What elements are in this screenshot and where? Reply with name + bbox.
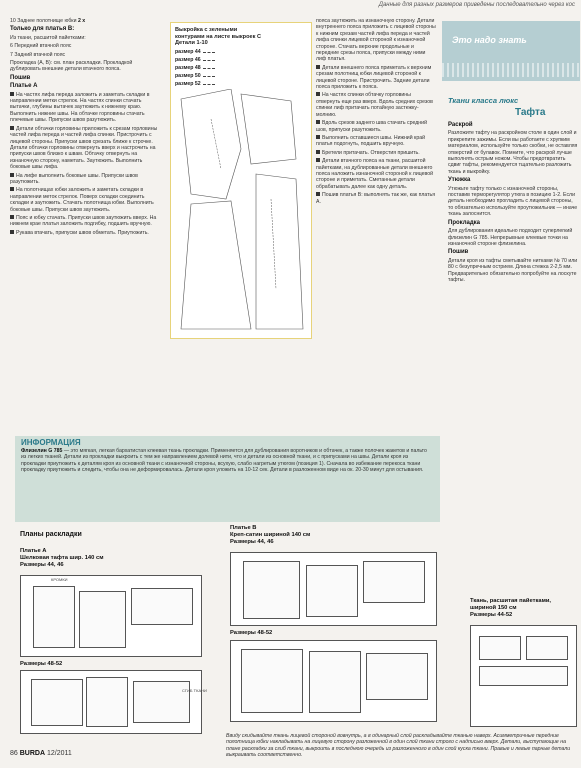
col1-part7: 7 Задний втачной пояс: [10, 51, 66, 58]
cut-text: Разложите тафту на раскройном столе в один слой и прикрепите зажимы. Если вы работаете с хрупким материалом, используйте только скобки, не оставляя отверстий от булавок. Помните, что раскрой лучше выполнять острым ножом. Чтобы предотвратить сдвиг тафты, рекомендуется тщательно разложить ткань и выкройку.: [448, 130, 578, 175]
col1-sewing-heading: Пошив: [10, 74, 31, 81]
col1-body2: Детали обтачки горловины приложить к срезам горловины частей лифа переда и частей лифа спинки. Пристрочить с лицевой стороны. Припуски швов срезать ближе к строчке. Детали обтачки горловины отвернуть вверх и настрочить на припуски швов близко к швам. Обтачку отвернуть на изнаночную сторону, наметать. Заутюжить. Выполнить боковые швы лифа.: [10, 125, 158, 171]
size-legend-48: размер 48: [175, 65, 201, 71]
right-main-title: Тафта: [515, 107, 546, 118]
col1-line1: 10 Заднее полотнище юбки: [10, 18, 77, 24]
col2-body8: Пошив платья В: выполнять так же, как платья А.: [316, 192, 436, 205]
col1-body5: Пояс и юбку стачать. Припуски швов заутюжить вверх. На нижнем крае платья заложить подгибку, подшить вручную.: [10, 214, 157, 228]
pattern-piece: [86, 677, 128, 727]
bullet-icon: [316, 135, 320, 139]
layout-a-large: [20, 670, 202, 734]
pattern-pieces-drawing: [171, 89, 311, 339]
bullet-icon: [10, 187, 14, 191]
bullet-icon: [316, 65, 320, 69]
layout-c-caption: Ткань, расшитая пайетками, шириной 150 см Размеры 44-52: [470, 598, 552, 618]
bullet-icon: [10, 92, 14, 96]
page-number: 86: [10, 750, 18, 757]
layout-edge-label: КРОМКИ: [51, 577, 68, 582]
size-legend-50: размер 50: [175, 73, 201, 79]
pattern-piece: [31, 679, 83, 726]
bottom-note: Ввиду скидывайте ткань лицевой стороной вовнутрь, а в одинарный слой раскладывайте тканью наверх. Асимметричные передние полотнища юбки накладывать на лицевую сторону разложенной в один слой ткани строго с надписью вверх. Детали, выступающие на плане раскладки за сгиб ткани, выкроить в последнюю очередь из разложенного в один слой куска ткани. Правые и левые парные детали выкраивать соответственно.: [226, 733, 571, 759]
col1-body3: На лифе выполнить боковые швы. Припуски швов разутюжить.: [10, 172, 138, 185]
layout-a-caption-2: Размеры 48-52: [20, 661, 63, 667]
header-note: Данные для разных размеров приведены последовательно через кос: [378, 2, 575, 8]
bullet-icon: [316, 192, 320, 196]
size-legend-44: размер 44: [175, 49, 201, 55]
padding-heading: Прокладка: [448, 219, 481, 226]
cut-heading: Раскрой: [448, 122, 473, 128]
tip-banner-pattern: [442, 63, 580, 77]
col2-body2: Детали внешнего пояса приметать к верхним срезам полотнищ юбки лицевой стороной к лицевой стороне. Пристрочить. Задние детали пояса приложить к пояса.: [316, 64, 432, 91]
text-column-2: [316, 18, 436, 207]
pattern-piece: [366, 653, 428, 700]
bullet-icon: [316, 120, 320, 124]
col2-body3: На частях спинки обтачку горловины отвернуть еще раз вверх. Вдоль средних срезов спинки лиф притачать потайную застежку-молнию.: [316, 92, 433, 118]
fold-label: СГИБ ТКАНИ: [182, 688, 207, 693]
sew-text: Детали кроя из тафты сметывайте нитками № 70 или 80 с безупречным острием. Длина стежка 2-2,5 мм. Предварительно обязательно попробуйте на лоскуте тафты.: [448, 257, 578, 283]
col2-body4: Вдоль срезов заднего шва стачать средний шов, припуски разутюжить.: [316, 120, 427, 133]
col2-body5: Выполнить оставшиеся швы. Нижний край платья подогнуть, подшить вручную.: [316, 134, 425, 148]
issue: 12/2011: [46, 750, 72, 757]
layout-b-large: [230, 640, 437, 722]
right-section-title: Ткани класса люкс: [448, 96, 519, 105]
size-legend-52: размер 52: [175, 81, 201, 87]
layout-b-caption-2: Размеры 48-52: [230, 630, 273, 636]
header-strip: [0, 0, 581, 14]
bullet-icon: [316, 92, 320, 96]
pattern-piece: [479, 636, 521, 660]
info-box: [15, 436, 440, 522]
pattern-box: [170, 22, 312, 339]
info-label: ИНФОРМАЦИЯ: [21, 438, 81, 447]
pattern-title-3: Детали 1-10: [175, 40, 208, 47]
info-text-bold: Флизелин G 785: [21, 448, 63, 454]
col1-padding: Прокладка (А, В): см. план раскладки. Прокладкой дублировать внешние детали втачного пояса.: [10, 60, 133, 73]
pattern-piece: [33, 586, 75, 648]
text-column-right: [448, 122, 578, 285]
pattern-piece: [241, 649, 303, 713]
pattern-piece: [309, 651, 361, 713]
brand: BURDA: [19, 750, 46, 757]
info-text: [21, 448, 433, 474]
pattern-title-1: Выкройка с зелеными: [175, 27, 238, 33]
pattern-piece: [306, 565, 358, 617]
col1-fabric: Из ткани, расшитой пайетками:: [10, 34, 86, 41]
iron-heading: Утюжка: [448, 177, 471, 184]
iron-text: Утюжьте тафту только с изнаночной стороны, поставив терморегулятор утюга в позицию 1-2. Если деталь необходимо прогладить с лицевой стороны, то обязательно используйте проутюжильник — иначе ткань залоснится.: [448, 185, 578, 218]
layout-c: [470, 625, 577, 727]
col2-body7: Детали втачного пояса на ткани, расшитой пайетками, на дублированные детали внешнего пояса наложить изнаночной стороной к лицевой стороне и приметать. Сметанные детали обрабатывать далее как одну деталь.: [316, 158, 433, 190]
bullet-icon: [10, 173, 14, 177]
layouts-title: Планы раскладки: [20, 531, 82, 538]
bullet-icon: [10, 215, 14, 219]
pattern-title-2: контурами на листе выкроек С: [175, 33, 262, 40]
pattern-piece: [243, 561, 300, 619]
pattern-box-title: [175, 27, 261, 47]
col1-body1: На частях лифа переда заложить и заметать складки в направлении метки стрелок. На частях спинки стачать вытачки, глубины вытачек заутюжить к нижнему краю. Выполнить нижние швы. На обтачке горловины стачать плечевые швы. Припуски швов разутюжить.: [10, 91, 150, 124]
pattern-piece: [131, 588, 193, 625]
tip-banner-title: Это надо знать: [452, 35, 527, 45]
pattern-piece: [79, 591, 126, 648]
col1-dress-a-heading: Платье А: [10, 83, 38, 90]
col2-body1: пояса заутюжить на изнаночную сторону. Детали внутреннего пояса приложить с лицевой стороны к нижним срезам частей лифа переда и частей лифа спинки лицевой стороной к изнаночной стороне. Стачать верхние продольные и передние срезы пояса, припуски между ними лиф платья.: [316, 18, 436, 63]
col1-only-b: Только для платья В:: [10, 26, 75, 33]
sew-heading: Пошив: [448, 249, 469, 256]
size-legend-46: размер 46: [175, 57, 201, 63]
footer: [10, 750, 72, 757]
layout-b-small: [230, 552, 437, 626]
info-text-body: — это мягкая, легкая бархатистая клеевая ткань прокладки. Применяется для дублирования воротников и обтачек, а также полочек жакетов и пальто из легких тканей. Детали из прокладки выкроить с тем же направлением долевой нити, что и детали из основной ткани, и с припусками на швы. Детали кроя из прокладки приутюжить к деталям кроя из основной ткани с изнаночной стороны, всухую, слабо нагретым утюгом (позиция 1). Сначала во избежание перекоса ткани прокладку приутюжить и следить, чтобы она не деформировалась. Детали кроя уложить на 10-12 сек. Детали в разложенном виде на ок. 20-30 минут для остывания.: [21, 448, 427, 474]
layout-a-caption: Платье А Шелковая тафта шир. 140 см Размеры 44, 46: [20, 548, 104, 568]
col1-line1b: 2 x: [77, 18, 86, 24]
padding-text: Для дублирования идеально подходит суперлегкий флизелин G 785. Непрерывные клеевые точки на изнаночной стороне флизелина.: [448, 228, 573, 247]
col1-body4: На полотнищах юбки заложить и заметать складки в направлении меток стрелок. Поверх складки соединить складки и заутюжить. Стачать полотнища юбки. Выполнить боковые швы. Припуски швов заутюжить.: [10, 187, 154, 213]
col1-part6: 6 Передний втачной пояс: [10, 43, 72, 50]
layout-b-caption: Платье В Креп-сатин шириной 140 см Размеры 44, 46: [230, 525, 311, 545]
tip-banner: [442, 21, 580, 81]
col2-body6: Бретели притачать. Отверстия пришить.: [322, 149, 420, 156]
bullet-icon: [316, 158, 320, 162]
bullet-icon: [316, 150, 320, 154]
pattern-piece: [526, 636, 568, 660]
bullet-icon: [10, 126, 14, 130]
pattern-piece: [363, 561, 425, 603]
text-column-1: [10, 18, 160, 238]
bullet-icon: [10, 230, 14, 234]
pattern-piece: [479, 666, 568, 686]
layout-a-small: [20, 575, 202, 657]
col1-body6: Рукава втачать, припуски швов обметать. Приутюжить.: [16, 229, 149, 236]
